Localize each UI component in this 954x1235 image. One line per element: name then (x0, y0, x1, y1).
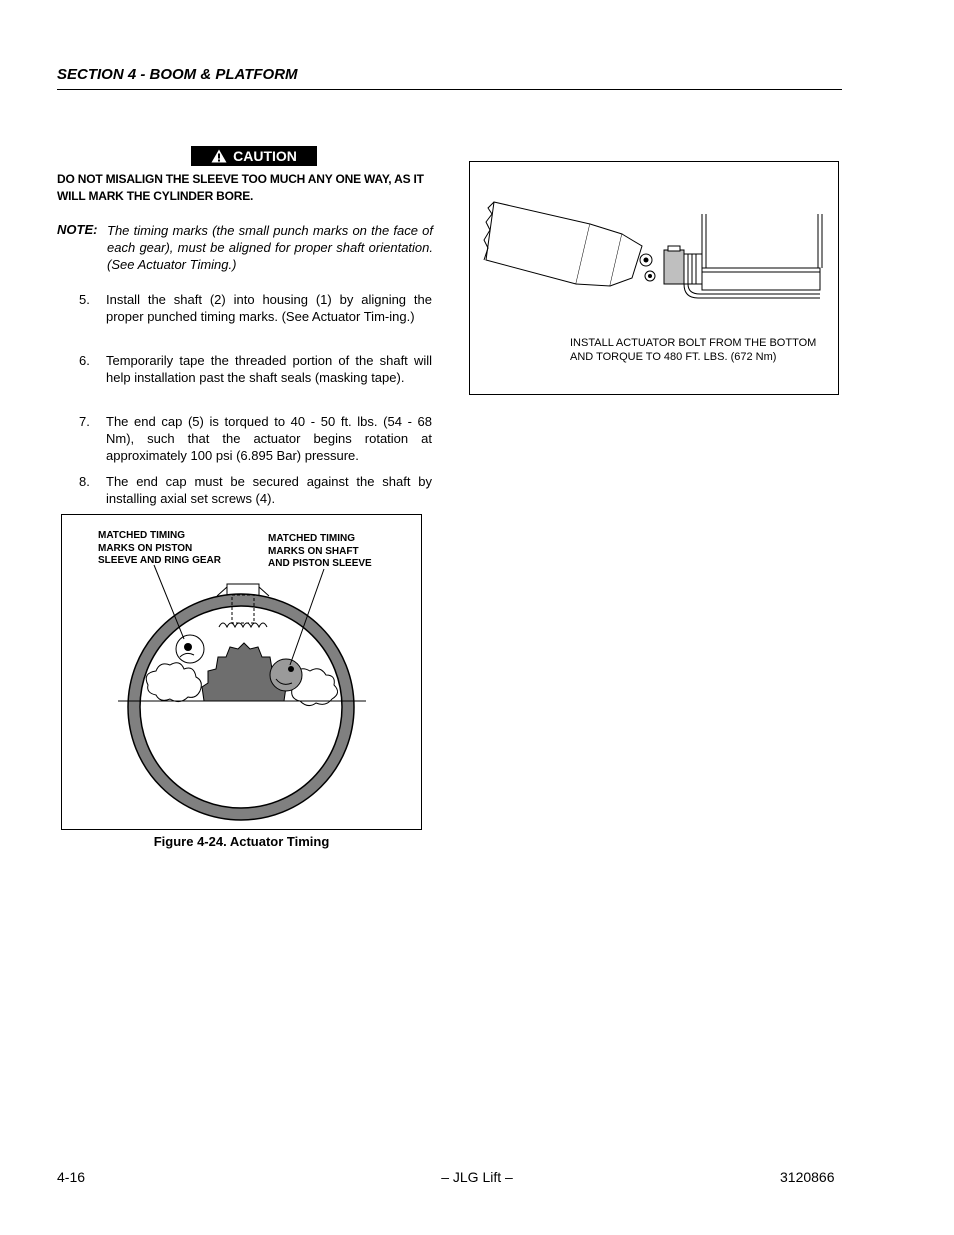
timing-label-right: MATCHED TIMING MARKS ON SHAFT AND PISTON SLEEVE (268, 533, 372, 569)
actuator-bolt-figure (469, 161, 839, 395)
step-text: Install the shaft (2) into housing (1) by aligning the proper punched timing marks. (See Actuator Tim-ing.) (106, 292, 432, 324)
caution-badge (191, 146, 317, 166)
step-text: Temporarily tape the threaded portion of the shaft will help installation past the shaft seals (masking tape). (106, 353, 432, 385)
warning-triangle-icon (211, 149, 227, 163)
caution-text: DO NOT MISALIGN THE SLEEVE TOO MUCH ANY ONE WAY, AS IT WILL MARK THE CYLINDER BORE. (57, 172, 424, 203)
note-text: The timing marks (the small punch marks on the face of each gear), must be aligned for proper shaft orientation. (See Actuator Timing.) (107, 223, 433, 272)
step-text: The end cap (5) is torqued to 40 - 50 ft. lbs. (54 - 68 Nm), such that the actuator begins rotation at approximately 100 psi (6.895 Bar) pressure. (106, 414, 432, 463)
footer-center: – JLG Lift – (441, 1169, 513, 1185)
caution-label: CAUTION (233, 148, 297, 164)
bolt-instruction-label: INSTALL ACTUATOR BOLT FROM THE BOTTOM AND TORQUE TO 480 FT. LBS. (672 Nm) (570, 337, 817, 363)
step-number: 6. (79, 353, 90, 368)
actuator-timing-figure (61, 514, 422, 830)
page-number: 4-16 (57, 1169, 86, 1185)
step-number: 8. (79, 474, 90, 489)
step-text: The end cap must be secured against the shaft by installing axial set screws (4). (106, 474, 432, 506)
doc-number: 3120866 (780, 1169, 835, 1185)
section-title: SECTION 4 - BOOM & PLATFORM (57, 66, 298, 83)
timing-label-left: MATCHED TIMING MARKS ON PISTON SLEEVE AND RING GEAR (98, 530, 221, 566)
step-number: 5. (79, 292, 90, 307)
figure-caption: Figure 4-24. Actuator Timing (153, 834, 330, 849)
step-number: 7. (79, 414, 90, 429)
gear-timing-drawing (62, 515, 421, 829)
note-label: NOTE: (57, 222, 98, 237)
header-rule (57, 89, 842, 90)
